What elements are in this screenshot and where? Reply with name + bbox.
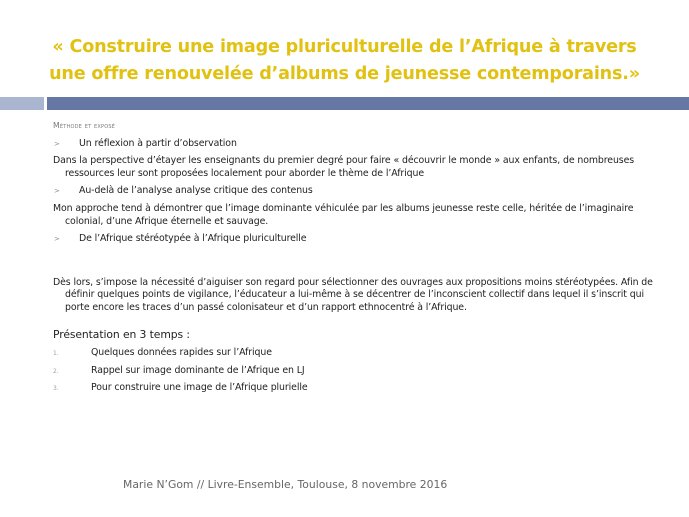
title-rule-accent [0, 97, 44, 110]
bullet-item [53, 138, 669, 151]
bullet-item [53, 185, 669, 198]
paragraph: Dans la perspective d’étayer les enseignants du premier degré pour faire « découvrir le monde » aux enfants, de nombreuses ressources leur sont proposées localement pour aborder le thème de l’Afrique [53, 155, 635, 179]
numbered-item [53, 382, 669, 395]
presentation-heading: Présentation en 3 temps : [53, 327, 190, 341]
numbered-text: Quelques données rapides sur l’Afrique [91, 347, 272, 359]
slide-title-line-2: une offre renouvelée d’albums de jeunesse contemporains.» [49, 64, 640, 84]
spacer [53, 251, 669, 277]
bullet-text: De l’Afrique stéréotypée à l’Afrique pluriculturelle [79, 233, 307, 245]
slide-title-line-1: « Construire une image pluriculturelle de l’Afrique à travers [52, 37, 637, 57]
bullet-text: Au-delà de l’analyse analyse critique des contenus [79, 185, 313, 197]
bullet-arrow-icon: > [54, 235, 60, 244]
item-number: 3. [53, 385, 59, 393]
item-number: 1. [53, 350, 59, 358]
title-rule-bar [47, 97, 689, 110]
bullet-arrow-icon: > [54, 139, 60, 148]
numbered-text: Rappel sur image dominante de l’Afrique en LJ [91, 364, 305, 376]
bullet-item [53, 233, 669, 246]
numbered-item [53, 365, 669, 378]
numbered-item [53, 347, 669, 360]
slide-body [53, 120, 669, 400]
bullet-text: Un réflexion à partir d’observation [79, 137, 237, 149]
paragraph: Mon approche tend à démontrer que l’image dominante véhiculée par les albums jeunesse reste celle, héritée de l’imaginaire colonial, d’une Afrique éternelle et sauvage. [53, 202, 634, 227]
bullet-arrow-icon: > [54, 187, 60, 196]
slide-title [0, 34, 689, 88]
paragraph: Dès lors, s’impose la nécessité d’aiguiser son regard pour sélectionner des ouvrages aux propositions moins stéréotypées. Afin de définir quelques points de vigilance, l’éducateur a lui-même à se décentrer de l’inconscient collectif dans lequel il s’inscrit qui porte encore les traces d’un passé colonisateur et d’un rapport ethnocentré à l’Afrique. [53, 276, 653, 313]
slide-footer: Marie N’Gom // Livre-Ensemble, Toulouse, 8 novembre 2016 [123, 478, 448, 491]
section-label: Méthode et exposé [53, 121, 116, 130]
numbered-text: Pour construire une image de l’Afrique plurielle [91, 382, 308, 394]
item-number: 2. [53, 367, 59, 375]
